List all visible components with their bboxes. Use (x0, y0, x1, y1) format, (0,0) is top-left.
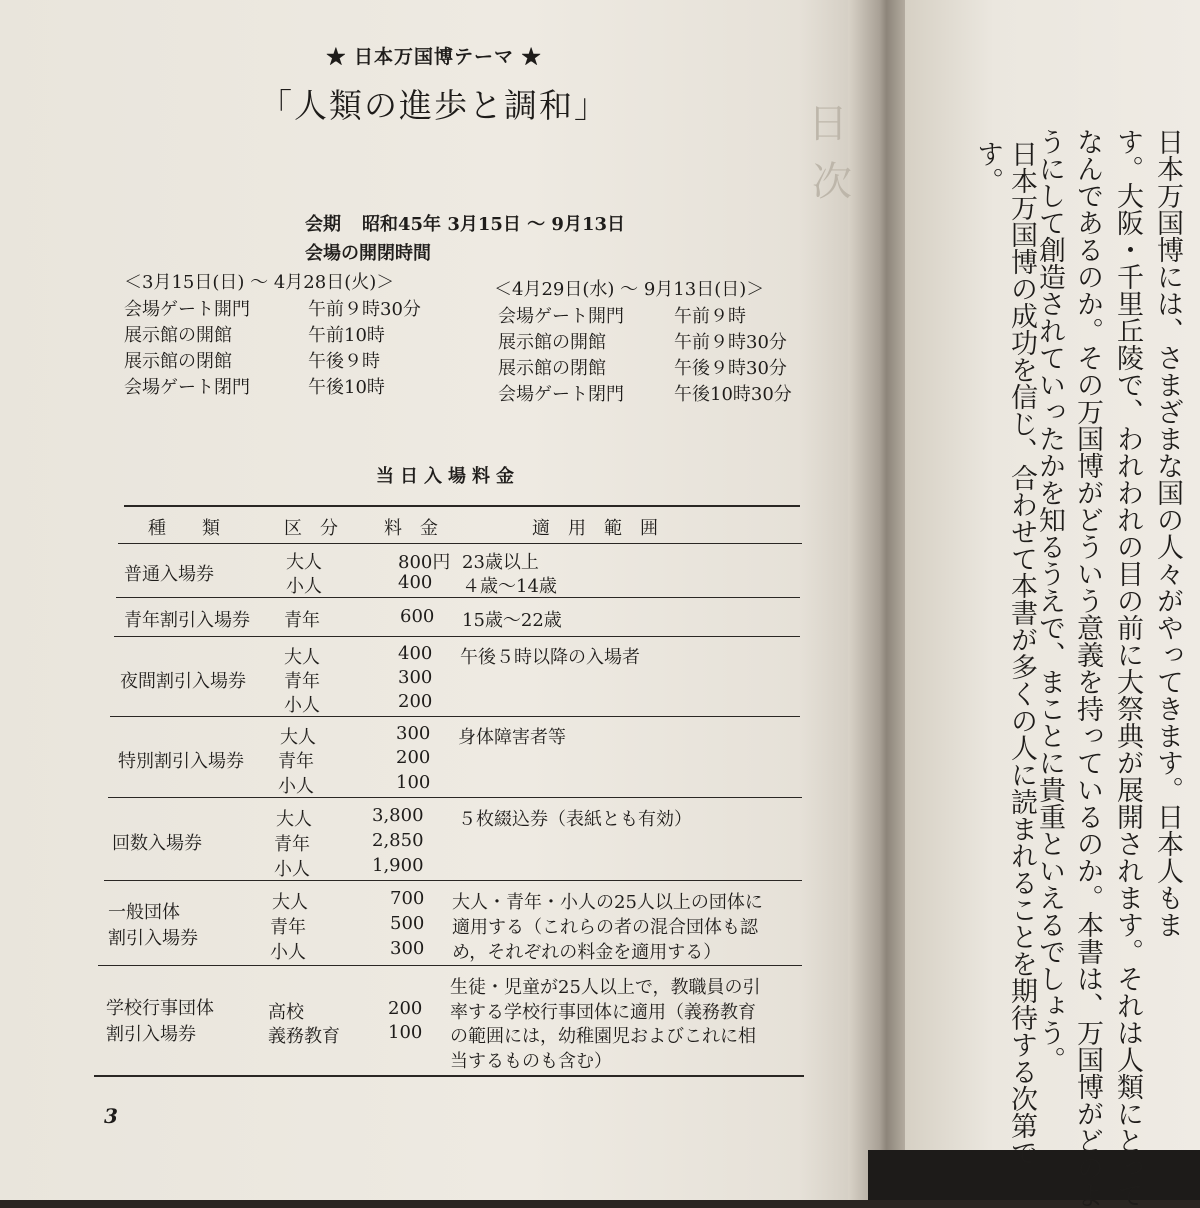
ticket-type: 青年割引入場券 (124, 610, 250, 631)
schedule-item-label: 会場ゲート開門 (124, 299, 250, 320)
ticket-scope: 率する学校行事団体に適用（義務教育 (450, 1002, 756, 1023)
schedule-item-time: 午前９時 (674, 306, 746, 327)
schedule-item-label: 展示館の開館 (498, 332, 606, 353)
theme-title: 「人類の進歩と調和」 (259, 86, 609, 125)
schedule-item-label: 展示館の開館 (124, 325, 232, 346)
ticket-category: 大人 (272, 892, 308, 913)
ticket-scope: ４歳～14歳 (462, 576, 557, 597)
ticket-type: 一般団体 割引入場券 (108, 902, 198, 949)
ticket-price: 1,900 (372, 855, 424, 876)
ticket-price: 300 (396, 723, 431, 744)
table-rule (104, 880, 802, 881)
ticket-scope: 適用する（これらの者の混合団体も認 (452, 917, 758, 938)
ticket-price: 300 (398, 667, 433, 688)
schedule-item-label: 会場ゲート開門 (498, 306, 624, 327)
ticket-price: 100 (388, 1022, 423, 1043)
vertical-text-column: なんであるのか。その万国博がどういう意義を持っているのか。本書は、万国博がどのよ (1072, 128, 1103, 1208)
table-top-rule (124, 505, 800, 507)
ticket-price: 200 (388, 998, 423, 1019)
ticket-price: 100 (396, 772, 431, 793)
ticket-category: 小人 (284, 695, 320, 716)
ticket-category: 高校 (268, 1002, 304, 1023)
schedule-item-time: 午後10時30分 (674, 384, 792, 405)
ticket-category: 小人 (270, 942, 306, 963)
schedule-item-label: 展示館の閉館 (498, 358, 606, 379)
ticket-category: 大人 (284, 647, 320, 668)
table-rule (98, 965, 802, 966)
ticket-price: 700 (390, 888, 425, 909)
ticket-type: 普通入場券 (124, 564, 214, 585)
table-rule (110, 716, 800, 717)
ticket-type: 回数入場券 (112, 833, 202, 854)
ticket-scope: 大人・青年・小人の25人以上の団体に (452, 892, 763, 913)
schedule-range: ＜4月29日(水) ～ 9月13日(日)＞ (494, 279, 765, 300)
column-header-price: 料 金 (384, 518, 438, 539)
fees-title: 当日入場料金 (376, 466, 520, 487)
ticket-scope: 23歳以上 (462, 552, 539, 573)
vertical-text-column: うにして創造されていったかを知るうえで、まことに貴重といえるでしょう。 (1034, 128, 1065, 1073)
ticket-price: 500 (390, 913, 425, 934)
schedule-item-time: 午前10時 (308, 325, 385, 346)
ticket-scope: 15歳～22歳 (462, 610, 562, 631)
table-rule (108, 797, 802, 798)
ticket-price: 300 (390, 938, 425, 959)
ticket-price: 800円 (398, 552, 451, 573)
ticket-category: 青年 (284, 610, 320, 631)
ticket-category: 大人 (276, 809, 312, 830)
schedule-range: ＜3月15日(日) ～ 4月28日(火)＞ (124, 272, 395, 293)
table-bottom-rule (94, 1075, 804, 1077)
ticket-price: 3,800 (372, 805, 424, 826)
ticket-category: 青年 (274, 834, 310, 855)
ticket-scope: 身体障害者等 (458, 727, 566, 748)
schedule-item-time: 午後９時30分 (674, 358, 787, 379)
schedule-item-label: 展示館の閉館 (124, 351, 232, 372)
page-number: 3 (104, 1104, 118, 1128)
hours-heading: 会場の開閉時間 (305, 243, 431, 264)
ticket-category: 大人 (286, 552, 322, 573)
ticket-category: 大人 (280, 727, 316, 748)
ticket-price: 200 (396, 747, 431, 768)
vertical-text-column: 日本万国博には、さまざまな国の人々がやってきます。日本人もま (1152, 128, 1183, 938)
bleed-through-mark: 次 (812, 159, 852, 205)
ticket-category: 青年 (278, 751, 314, 772)
bleed-through-mark: 日 (808, 101, 848, 147)
table-rule (116, 597, 800, 598)
ticket-price: 400 (398, 643, 433, 664)
ticket-price: 400 (398, 572, 433, 593)
schedule-item-label: 会場ゲート閉門 (124, 377, 250, 398)
column-header-category: 区 分 (284, 518, 338, 539)
ticket-price: 2,850 (372, 830, 424, 851)
ticket-scope: 午後５時以降の入場者 (460, 647, 640, 668)
schedule-item-time: 午後９時 (308, 351, 380, 372)
ticket-type: 特別割引入場券 (118, 751, 244, 772)
ticket-scope: 当するものも含む） (450, 1051, 612, 1072)
vertical-text-column: す。 (972, 140, 1003, 194)
ticket-price: 200 (398, 691, 433, 712)
column-header-scope: 適 用 範 囲 (532, 518, 658, 539)
vertical-text-column: 日本万国博の成功を信じ、合わせて本書が多くの人に読まれることを期待する次第で (1006, 140, 1037, 1166)
schedule-item-time: 午前９時30分 (674, 332, 787, 353)
ticket-type: 夜間割引入場券 (120, 671, 246, 692)
ticket-category: 義務教育 (268, 1026, 340, 1047)
ticket-price: 600 (400, 606, 435, 627)
column-header-type: 種 類 (148, 518, 220, 539)
period-label: 会期 (305, 214, 341, 235)
ticket-category: 青年 (270, 917, 306, 938)
ticket-scope: ５枚綴込券（表紙とも有効） (458, 809, 692, 830)
table-rule (118, 543, 802, 544)
theme-label: ★ 日本万国博テーマ ★ (326, 46, 542, 68)
ticket-scope: の範囲には，幼稚園児およびこれに相 (450, 1026, 756, 1047)
ticket-scope: 生徒・児童が25人以上で，教職員の引 (450, 977, 761, 998)
ticket-category: 小人 (286, 576, 322, 597)
ticket-category: 小人 (278, 776, 314, 797)
schedule-item-time: 午後10時 (308, 377, 385, 398)
schedule-item-time: 午前９時30分 (308, 299, 421, 320)
schedule-item-label: 会場ゲート閉門 (498, 384, 624, 405)
ticket-scope: め，それぞれの料金を適用する） (452, 942, 722, 963)
ticket-category: 小人 (274, 859, 310, 880)
table-rule (114, 636, 800, 637)
ticket-category: 青年 (284, 671, 320, 692)
period-value: 昭和45年 3月15日 ～ 9月13日 (362, 214, 625, 235)
ticket-type: 学校行事団体 割引入場券 (106, 998, 214, 1045)
vertical-text-column: す。大阪・千里丘陵で、われわれの目の前に大祭典が展開されます。それは人類にとって (1112, 128, 1143, 1208)
